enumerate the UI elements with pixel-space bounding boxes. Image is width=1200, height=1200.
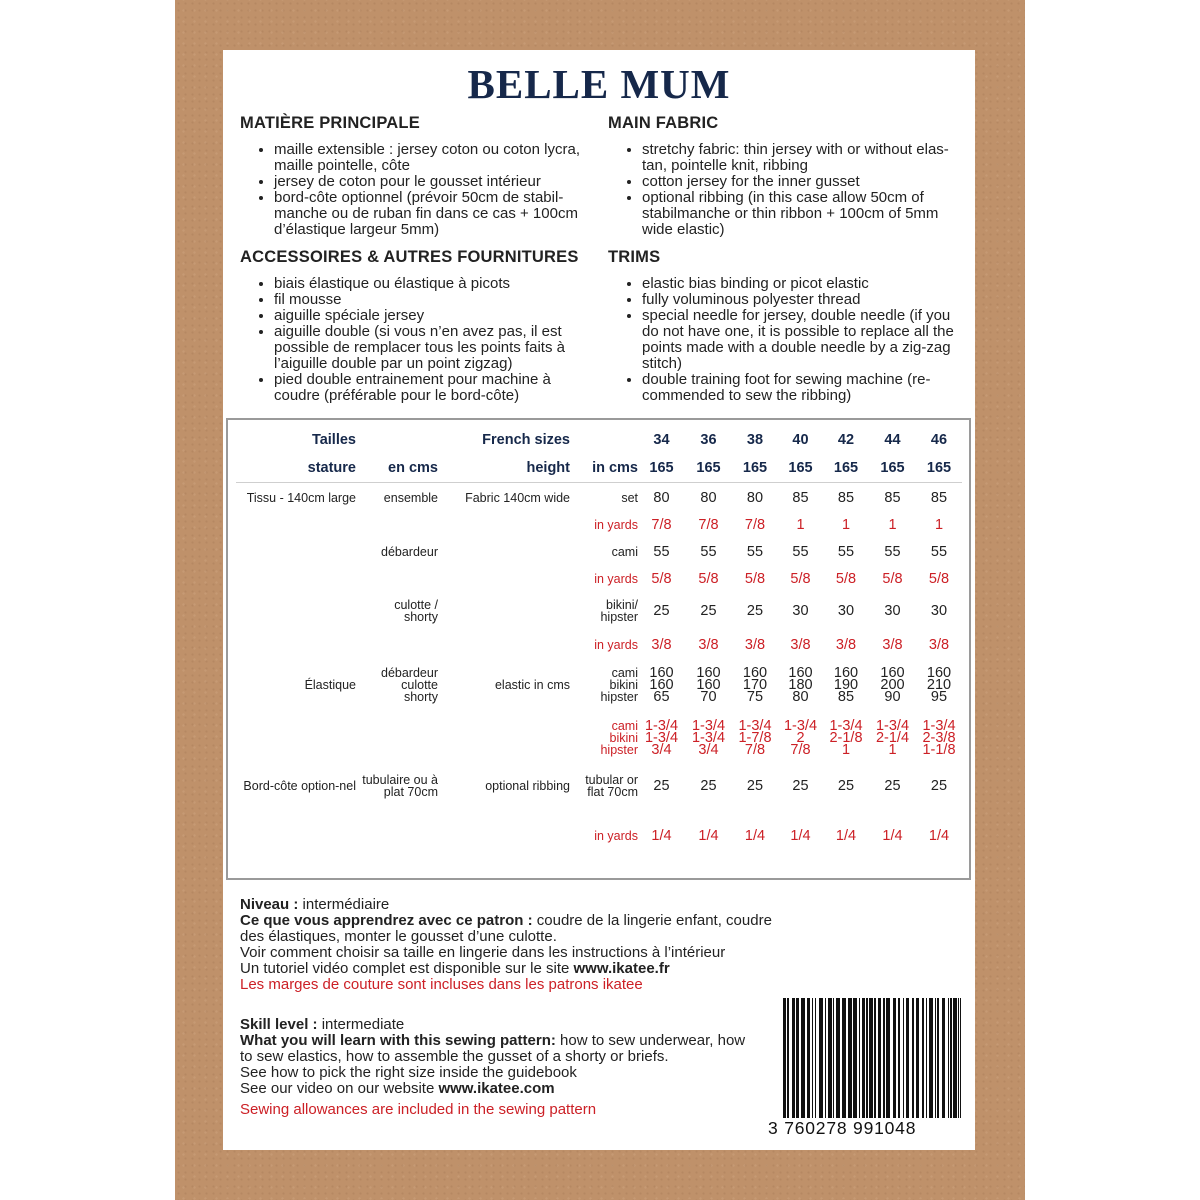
list-item: • fully voluminous polyester thread [642,292,960,308]
cell-value: 55 [930,543,948,560]
barcode-bar [903,998,904,1118]
height-value: 165 [649,460,674,476]
elastic-yards-line: 7/8 [790,742,811,758]
ribbing-label: Bord-côte option-nel [243,779,356,793]
en-learn-1: how to sew underwear, how [560,1032,746,1049]
cell-value: 85 [916,483,962,513]
empty-cell [356,426,438,454]
barcode-bar [869,998,873,1118]
size-42: 42 [837,432,855,448]
yards-label: in yards [594,517,638,532]
barcode-bar [893,998,896,1118]
empty-cell [236,566,356,591]
fr-learn-2: des élastiques, monter le gousset d’une culotte. [240,928,557,945]
elastic-yards-line: 1-3/4 [783,718,818,734]
elastic-yards-line: 2-3/8 [922,730,956,746]
fr-fabric-heading: MATIÈRE PRINCIPALE [240,114,420,132]
cell-value: 25 [930,778,948,794]
fr-level-line [240,897,780,913]
elastic-yards-line: 1-3/4 [644,718,679,734]
barcode-bar [883,998,885,1118]
yards-value: 1/4 [698,828,719,844]
fr-level-label: Niveau : [240,896,299,913]
height-value: 165 [880,460,905,476]
en-video-line [240,1081,780,1097]
elastic-yards-line: 3/4 [698,742,719,758]
empty-cell [236,807,356,865]
elastic-yards [685,711,732,765]
list-item: • bord-côte optionnel (prévoir 50cm de stabil-manche ou de ruban fin dans ce cas + 100cm d’élastique largeur 5mm) [274,190,600,238]
size-44: 44 [884,432,901,448]
table-row [236,591,962,631]
fr-learn-1: coudre de la lingerie enfant, coudre [536,912,772,929]
yards-value: 3/8 [698,637,719,653]
fr-sub-label: ensemble [356,483,438,513]
list-item: • special needle for jersey, double needle (if you do not have one, it is possible to replace all the points made with a double needle by a zig-zag stitch) [642,308,960,372]
fr-video: Un tutoriel vidéo complet est disponible sur le site [240,960,570,977]
barcode-bar [926,998,927,1118]
fr-sub-label: culotte / shorty [394,598,438,624]
barcode-bar [783,998,786,1118]
height-label: height [526,460,570,476]
empty-cell [356,566,438,591]
cell-value: 55 [792,543,809,560]
list-item: • optional ribbing (in this case allow 50cm of stabilmanche or thin ribbon + 100cm of 5mm wide elastic) [642,190,960,238]
empty-cell [438,807,570,865]
elastic-yards-line: 7/8 [744,742,766,758]
height-unit: in cms [592,460,638,476]
empty-cell [438,512,570,537]
barcode-bar [853,998,857,1118]
table-row [236,454,962,483]
barcode-icon [781,998,965,1118]
elastic-yards-line: 1-3/4 [875,718,910,734]
fr-allowance-note: Les marges de couture sont incluses dans les patrons ikatee [240,976,643,993]
barcode-bar [958,998,959,1118]
cell-value: 55 [746,543,764,560]
elastic-value [685,659,732,711]
yards-label: in yards [594,829,638,843]
yards-value: 7/8 [651,516,672,533]
elastic-value-line: 160 [926,665,952,681]
elastic-value-line: 160 [649,665,674,681]
elastic-yards [732,711,778,765]
cell-value: 85 [823,483,869,513]
yards-value: 5/8 [882,570,903,587]
barcode-bar [796,998,799,1118]
fr-label [236,537,356,566]
elastic-yards [916,711,962,765]
barcode-bar [953,998,957,1118]
yards-value: 1/4 [651,828,672,844]
yards-value: 1/4 [835,828,857,844]
barcode-bar [874,998,876,1118]
elastic-en-sub-line: bikini [609,678,638,692]
elastic-value-line: 90 [884,689,901,705]
fr-learn-label: Ce que vous apprendrez avec ce patron : [240,912,533,929]
elastic-value-line: 170 [742,677,768,693]
cell-value: 30 [930,603,948,619]
elastic-label: Élastique [304,678,356,692]
elastic-yards-line: 1-3/4 [691,718,726,734]
elastic-value [823,659,869,711]
empty-cell [438,566,570,591]
yards-value: 1/4 [928,828,950,844]
elastic-yards-line: 2-1/8 [829,730,863,746]
empty-cell [356,631,438,659]
height-value: 165 [742,460,768,476]
en-learn-2: to sew elastics, how to assemble the gusset of a shorty or briefs. [240,1048,669,1065]
elastic-value-line: 160 [880,665,905,681]
elastic-value-line: 200 [880,677,905,693]
stature-unit: en cms [388,460,438,476]
elastic-yards-line: 2-1/4 [875,730,910,746]
table-row [236,807,962,865]
list-item: • pied double entrainement pour machine à coudre (préférable pour le bord-côte) [274,372,600,404]
en-learn-line [240,1033,780,1049]
elastic-value-line: 85 [837,689,855,705]
elastic-yards [778,711,823,765]
barcode-bar [950,998,952,1118]
height-value: 165 [696,460,721,476]
elastic-yards [638,711,685,765]
size-40: 40 [792,432,809,448]
barcode-bar [842,998,846,1118]
elastic-en-sub [570,659,638,711]
barcode-bar [833,998,834,1118]
en-level-label: Skill level : [240,1016,318,1033]
yards-value: 1 [796,516,805,533]
barcode-bar [866,998,868,1118]
en-label [438,537,570,566]
list-item: • elastic bias binding or picot elastic [642,276,960,292]
barcode-bar [807,998,810,1118]
en-info [240,1017,780,1118]
barcode-bar [898,998,900,1118]
en-fabric-heading: MAIN FABRIC [608,114,719,132]
height-value: 165 [788,460,813,476]
barcode-bar [929,998,933,1118]
height-value: 165 [833,460,859,476]
table-row [236,483,962,513]
fr-sub-label: débardeur [381,544,438,559]
elastic-en-sub-line: cami [611,666,638,680]
list-item: • double training foot for sewing machine (re-commended to sew the ribbing) [642,372,960,404]
cell-value: 80 [638,483,685,513]
size-34: 34 [653,432,670,448]
ribbing-en-label: optional ribbing [485,779,570,793]
barcode-bar [825,998,826,1118]
cell-value: 30 [837,603,855,619]
cell-value: 25 [700,603,717,619]
fr-size-note: Voir comment choisir sa taille en lingerie dans les instructions à l’intérieur [240,944,726,961]
elastic-yards-line: 1 [888,742,897,758]
yards-value: 5/8 [744,570,766,587]
size-46: 46 [930,432,948,448]
yards-value: 3/8 [882,637,903,653]
table-row [236,566,962,591]
sizes-label: Tailles [311,432,356,448]
table-row [236,512,962,537]
elastic-fr-sub-line: culotte [401,678,438,692]
cell-value: 25 [700,778,717,794]
en-trims-list [608,276,960,404]
barcode-bar [859,998,860,1118]
fr-site-link[interactable]: www.ikatee.fr [573,960,670,977]
fr-level: intermédiaire [302,896,390,913]
elastic-value-line: 160 [833,665,859,681]
elastic-yards [823,711,869,765]
en-trims-heading: TRIMS [608,248,661,266]
en-label: Fabric 140cm wide [438,483,570,513]
elastic-value-line: 160 [649,677,674,693]
yards-value: 1/4 [790,828,811,844]
barcode-bar [848,998,852,1118]
elastic-yards-sub [570,711,638,765]
yards-value: 3/8 [651,637,672,653]
yards-value: 3/8 [744,637,766,653]
cell-value: 25 [653,778,670,794]
elastic-value-line: 160 [696,665,721,681]
elastic-value-line: 70 [700,689,717,705]
en-label [438,591,570,631]
en-level-line [240,1017,780,1033]
barcode-bar [906,998,909,1118]
barcode-bar [916,998,919,1118]
yards-value: 5/8 [928,570,950,587]
yards-value: 1 [888,516,897,533]
cell-value: 85 [869,483,916,513]
en-video: See our video on our website [240,1080,435,1097]
elastic-value [916,659,962,711]
yards-label: in yards [594,638,638,652]
pattern-card [223,50,975,1150]
elastic-fr-sub [356,659,438,711]
elastic-yards-line: 1-3/4 [644,730,679,746]
barcode-bar [935,998,936,1118]
list-item: • aiguille double (si vous n’en avez pas, il est possible de remplacer tous les points faits à l’aiguille double par un point zigzag) [274,324,600,372]
elastic-en-label: elastic in cms [494,678,570,692]
elastic-value-line: 190 [833,677,859,693]
elastic-value-line: 75 [746,689,764,705]
elastic-value [778,659,823,711]
fr-column [240,114,600,414]
size-table-body [236,426,962,865]
cell-value: 85 [778,483,823,513]
en-fabric-list [608,142,960,238]
en-column [608,114,960,414]
list-item: • maille extensible : jersey coton ou coton lycra, maille pointelle, côte [274,142,600,174]
elastic-en-sub-line: hipster [600,690,638,704]
en-level: intermediate [321,1016,405,1033]
elastic-yards-line: 1-7/8 [738,730,772,746]
elastic-value-line: 95 [930,689,948,705]
table-row [236,659,962,711]
en-allowance-note: Sewing allowances are included in the sewing pattern [240,1101,597,1118]
barcode-bar [912,998,914,1118]
en-sub-label: cami [611,544,638,559]
size-38: 38 [746,432,764,448]
cell-value: 80 [685,483,732,513]
barcode-bar [787,998,789,1118]
table-row [236,426,962,454]
elastic-yards [869,711,916,765]
elastic-yards-sub-line: hipster [600,743,638,757]
yards-value: 5/8 [698,570,719,587]
fr-fabric-list [240,142,600,238]
cell-value: 55 [700,543,717,560]
empty-cell [356,807,438,865]
table-row [236,711,962,765]
yards-value: 1 [934,516,944,533]
page-title: BELLE MUM [467,61,731,107]
yards-value: 1/4 [882,828,903,844]
barcode-bar [812,998,813,1118]
fr-info [240,897,780,993]
en-sub-label: set [570,483,638,513]
barcode-bar [948,998,949,1118]
elastic-value-line: 210 [926,677,952,693]
table-row [236,765,962,807]
yards-label: in yards [594,571,638,586]
cell-value: 80 [732,483,778,513]
ribbing-en-sub: tubular or flat 70cm [585,773,638,799]
cell-value: 55 [653,543,670,560]
cell-value: 25 [884,778,901,794]
empty-cell [236,631,356,659]
empty-cell [236,711,356,765]
en-learn-label: What you will learn with this sewing pattern: [240,1032,556,1049]
en-site-link[interactable]: www.ikatee.com [438,1080,555,1097]
yards-value: 3/8 [835,637,857,653]
yards-value: 3/8 [928,637,950,653]
fr-label: Tissu - 140cm large [236,483,356,513]
elastic-value-line: 160 [788,665,813,681]
elastic-yards-line: 1-1/8 [922,742,956,758]
height-value: 165 [926,460,952,476]
list-item: • cotton jersey for the inner gusset [642,174,960,190]
stature-label: stature [307,460,356,476]
elastic-fr-sub-line: shorty [403,690,438,704]
list-item: • biais élastique ou élastique à picots [274,276,600,292]
elastic-yards-line: 1-3/4 [691,730,726,746]
list-item: • fil mousse [274,292,600,308]
empty-cell [438,711,570,765]
elastic-value [638,659,685,711]
elastic-yards-line: 1 [841,742,851,758]
fr-label [236,591,356,631]
barcode-bar [862,998,865,1118]
fr-learn-line [240,913,780,929]
empty-cell [236,512,356,537]
list-item: • aiguille spéciale jersey [274,308,600,324]
barcode-bar [886,998,890,1118]
yards-value: 7/8 [698,516,719,533]
list-item: • jersey de coton pour le gousset intérieur [274,174,600,190]
en-size-note: See how to pick the right size inside the guidebook [240,1064,577,1081]
elastic-value [869,659,916,711]
barcode-bar [815,998,816,1118]
elastic-value-line: 160 [696,677,721,693]
elastic-yards-line: 1-3/4 [829,718,863,734]
barcode-bar [960,998,961,1118]
barcode-bar [792,998,795,1118]
barcode-bar [836,998,840,1118]
barcode-bar [801,998,805,1118]
yards-value: 1/4 [744,828,766,844]
barcode-bar [922,998,924,1118]
yards-value: 3/8 [790,637,811,653]
fr-trims-list [240,276,600,404]
barcode-bar [819,998,823,1118]
cell-value: 30 [884,603,901,619]
list-item: • stretchy fabric: thin jersey with or without elas-tan, pointelle knit, ribbing [642,142,960,174]
sizes-label-en: French sizes [482,432,570,448]
cell-value: 25 [837,778,855,794]
cell-value: 25 [792,778,809,794]
elastic-yards-line: 3/4 [651,742,672,758]
size-36: 36 [700,432,717,448]
barcode-bar [942,998,945,1118]
barcode-bar [937,998,939,1118]
table-row [236,537,962,566]
fr-trims-heading: ACCESSOIRES & AUTRES FOURNITURES [240,248,579,266]
barcode-bar [878,998,881,1118]
cell-value: 55 [837,543,855,560]
barcode-bar [828,998,832,1118]
cell-value: 25 [746,778,764,794]
empty-cell [356,711,438,765]
fr-video-line [240,961,780,977]
ribbing-fr-sub: tubulaire ou à plat 70cm [362,773,438,799]
empty-cell [438,631,570,659]
yards-value: 5/8 [651,570,672,587]
size-table [236,426,962,865]
table-row [236,631,962,659]
elastic-value-line: 80 [792,689,809,705]
elastic-yards-sub-line: bikini [609,731,638,745]
empty-cell [570,426,638,454]
yards-value: 7/8 [744,516,766,533]
elastic-yards-line: 2 [796,730,805,746]
cell-value: 25 [653,603,670,619]
empty-cell [356,512,438,537]
elastic-value-line: 180 [788,677,813,693]
elastic-value-line: 65 [653,689,670,705]
elastic-value-line: 160 [742,665,768,681]
yards-value: 1 [841,516,851,533]
cell-value: 25 [746,603,764,619]
elastic-yards-sub-line: cami [611,719,638,733]
cell-value: 55 [884,543,901,560]
elastic-yards-line: 1-3/4 [922,718,956,734]
elastic-fr-sub-line: débardeur [381,666,438,680]
barcode-number: 3 760278 991048 [768,1118,917,1138]
cell-value: 30 [792,603,809,619]
elastic-yards-line: 1-3/4 [738,718,772,734]
yards-value: 5/8 [790,570,811,587]
elastic-value [732,659,778,711]
size-chart [226,418,971,880]
yards-value: 5/8 [835,570,857,587]
en-sub-label: bikini/ hipster [600,598,638,624]
